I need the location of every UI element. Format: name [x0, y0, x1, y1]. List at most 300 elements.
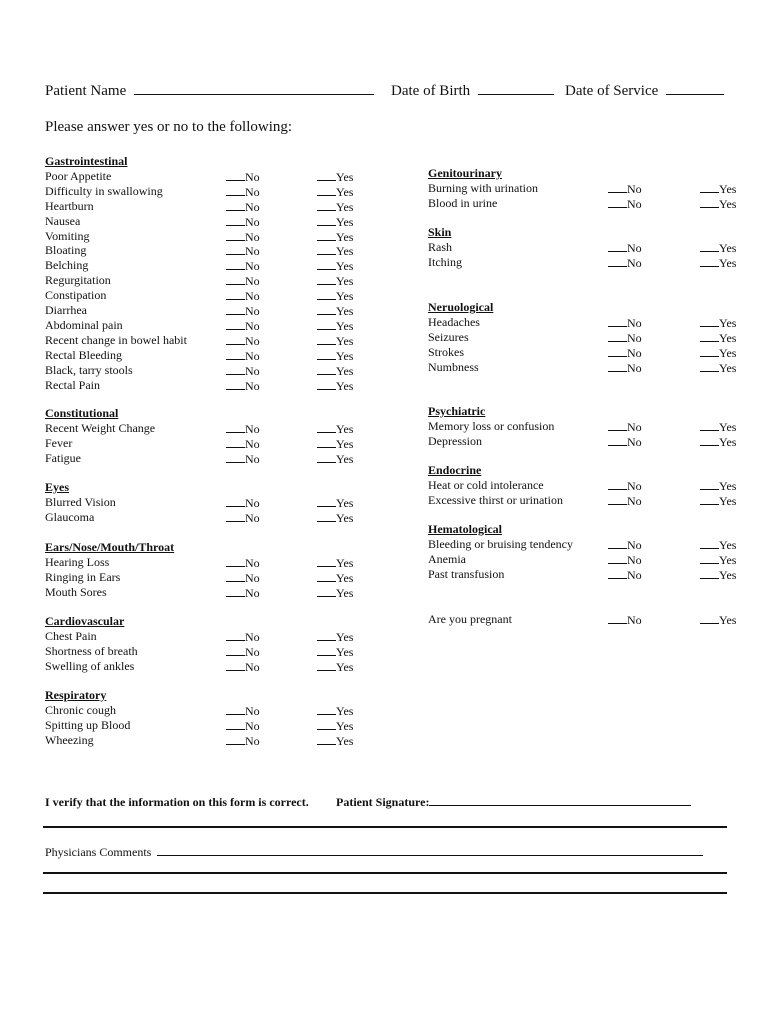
section-heading: Neruological: [428, 300, 494, 314]
no-option[interactable]: [226, 214, 260, 230]
no-blank[interactable]: [608, 255, 627, 267]
section-heading: Genitourinary: [428, 166, 502, 180]
yes-text: Yes: [336, 304, 354, 318]
no-text: No: [245, 318, 260, 333]
question-label: Blood in urine: [428, 195, 498, 210]
no-blank[interactable]: [608, 419, 627, 431]
no-text: No: [245, 214, 260, 229]
yes-blank[interactable]: [700, 345, 719, 357]
no-option[interactable]: [226, 555, 260, 571]
yes-blank[interactable]: [317, 421, 336, 433]
no-option[interactable]: [608, 419, 642, 435]
no-option[interactable]: [226, 288, 260, 304]
question-row: [428, 255, 750, 270]
yes-blank[interactable]: [317, 229, 336, 241]
yes-option[interactable]: [700, 493, 736, 509]
no-blank[interactable]: [226, 348, 245, 360]
no-option[interactable]: [226, 333, 260, 349]
no-text: No: [627, 567, 642, 582]
yes-text: Yes: [336, 555, 354, 570]
divider-rule: [43, 826, 727, 828]
question-label: Strokes: [428, 344, 464, 359]
no-text: No: [627, 478, 642, 493]
no-blank[interactable]: [608, 345, 627, 357]
no-blank[interactable]: [608, 434, 627, 446]
no-option[interactable]: [608, 196, 642, 212]
yes-blank[interactable]: [317, 585, 336, 597]
yes-blank[interactable]: [317, 629, 336, 641]
yes-text: Yes: [336, 585, 354, 600]
no-option[interactable]: [226, 436, 260, 452]
yes-blank[interactable]: [317, 273, 336, 285]
pregnant-row: [428, 612, 748, 627]
question-row: [428, 537, 750, 552]
no-option[interactable]: [608, 478, 642, 494]
no-option[interactable]: [226, 644, 260, 660]
no-text: No: [245, 510, 260, 525]
yes-text: Yes: [336, 184, 354, 199]
yes-blank[interactable]: [700, 181, 719, 193]
yes-blank[interactable]: [317, 363, 336, 375]
question-label: Rash: [428, 239, 452, 254]
question-label: Hearing Loss: [45, 554, 110, 569]
question-label: Glaucoma: [45, 509, 95, 524]
yes-blank[interactable]: [317, 378, 336, 390]
yes-blank[interactable]: [700, 537, 719, 549]
question-label: Abdominal pain: [45, 317, 123, 332]
yes-blank[interactable]: [317, 303, 336, 315]
yes-option[interactable]: [317, 333, 353, 349]
yes-option[interactable]: [317, 659, 353, 675]
no-option[interactable]: [226, 510, 260, 526]
yes-blank[interactable]: [317, 348, 336, 360]
no-blank[interactable]: [226, 169, 245, 181]
yes-text: Yes: [336, 214, 354, 229]
question-row: [45, 570, 367, 585]
yes-text: Yes: [719, 181, 737, 196]
question-row: [45, 288, 367, 303]
question-row: [45, 436, 367, 451]
yes-option[interactable]: [317, 243, 353, 259]
yes-blank[interactable]: [317, 659, 336, 671]
yes-blank[interactable]: [317, 288, 336, 300]
question-row: [45, 703, 367, 718]
yes-text: Yes: [719, 567, 737, 582]
no-option[interactable]: [608, 552, 642, 568]
question-label: Headaches: [428, 314, 480, 329]
no-text: No: [627, 345, 642, 360]
yes-text: Yes: [719, 552, 737, 567]
no-option[interactable]: [608, 330, 642, 346]
no-option[interactable]: [226, 421, 260, 437]
yes-blank[interactable]: [317, 510, 336, 522]
question-label: Seizures: [428, 329, 469, 344]
yes-blank[interactable]: [700, 419, 719, 431]
no-blank[interactable]: [226, 436, 245, 448]
yes-option[interactable]: [317, 184, 353, 200]
question-label: Burning with urination: [428, 180, 538, 195]
no-blank[interactable]: [226, 288, 245, 300]
question-row: [45, 229, 367, 244]
no-option[interactable]: [226, 243, 260, 259]
yes-option[interactable]: [317, 348, 353, 364]
yes-option[interactable]: [317, 644, 353, 660]
no-blank[interactable]: [226, 718, 245, 730]
yes-option[interactable]: [700, 255, 736, 271]
yes-option[interactable]: [317, 288, 353, 304]
no-text: No: [627, 434, 642, 449]
yes-text: Yes: [719, 345, 737, 360]
yes-text: Yes: [336, 718, 354, 733]
no-option[interactable]: [226, 451, 260, 467]
no-option[interactable]: [226, 495, 260, 511]
no-blank[interactable]: [226, 199, 245, 211]
yes-blank[interactable]: [700, 315, 719, 327]
no-text: No: [245, 348, 260, 363]
question-label: Itching: [428, 254, 462, 269]
yes-blank[interactable]: [700, 478, 719, 490]
pregnant-no-option[interactable]: No: [608, 612, 642, 628]
no-blank[interactable]: [226, 659, 245, 671]
no-option[interactable]: [226, 718, 260, 734]
yes-text: Yes: [719, 360, 737, 375]
yes-blank[interactable]: [700, 552, 719, 564]
yes-blank[interactable]: [317, 184, 336, 196]
no-text: No: [627, 552, 642, 567]
yes-blank[interactable]: [700, 567, 719, 579]
patient-name-line[interactable]: [134, 94, 374, 95]
no-blank[interactable]: [226, 703, 245, 715]
yes-blank[interactable]: [317, 333, 336, 345]
question-label: Anemia: [428, 551, 466, 566]
comment-rule-1[interactable]: [43, 872, 727, 874]
yes-blank[interactable]: [317, 495, 336, 507]
no-blank[interactable]: [226, 570, 245, 582]
yes-option[interactable]: [700, 345, 736, 361]
question-label: Nausea: [45, 213, 81, 228]
question-label: Bloating: [45, 243, 87, 258]
no-blank[interactable]: [608, 181, 627, 193]
no-blank[interactable]: [226, 303, 245, 315]
yes-option[interactable]: [317, 629, 353, 645]
yes-option[interactable]: [700, 567, 736, 583]
no-blank[interactable]: [226, 629, 245, 641]
yes-option[interactable]: [317, 421, 353, 437]
yes-blank[interactable]: [700, 196, 719, 208]
yes-option[interactable]: [700, 240, 736, 256]
no-blank[interactable]: [226, 555, 245, 567]
no-blank[interactable]: [608, 315, 627, 327]
no-option[interactable]: [608, 315, 642, 331]
yes-blank[interactable]: [317, 718, 336, 730]
no-blank[interactable]: [226, 273, 245, 285]
yes-text: Yes: [336, 703, 354, 718]
yes-option[interactable]: [700, 196, 736, 212]
no-blank[interactable]: [226, 495, 245, 507]
yes-option[interactable]: [317, 555, 353, 571]
no-option[interactable]: [226, 570, 260, 586]
yes-blank[interactable]: [317, 318, 336, 330]
yes-blank[interactable]: [317, 214, 336, 226]
yes-blank[interactable]: [317, 644, 336, 656]
yes-option[interactable]: [317, 570, 353, 586]
yes-option[interactable]: [700, 537, 736, 553]
yes-option[interactable]: [700, 315, 736, 331]
no-text: No: [245, 570, 260, 585]
no-option[interactable]: [226, 363, 260, 379]
yes-option[interactable]: [317, 451, 353, 467]
patient-name-label: Patient Name: [45, 83, 127, 99]
no-blank[interactable]: [608, 360, 627, 372]
yes-text: Yes: [719, 537, 737, 552]
no-text: No: [245, 495, 260, 510]
section-heading: Constitutional: [45, 406, 119, 420]
question-row: [45, 495, 367, 510]
yes-option[interactable]: [700, 360, 736, 376]
yes-option[interactable]: [317, 495, 353, 511]
no-blank[interactable]: [226, 243, 245, 255]
yes-text: Yes: [336, 333, 354, 348]
yes-blank[interactable]: [317, 169, 336, 181]
question-label: Chest Pain: [45, 628, 97, 643]
no-option[interactable]: [226, 585, 260, 601]
no-text: No: [245, 436, 260, 451]
date-of-birth-field[interactable]: [391, 83, 554, 100]
date-of-service-field[interactable]: [565, 83, 724, 100]
yes-option[interactable]: [317, 718, 353, 734]
yes-text: Yes: [336, 363, 354, 378]
no-option[interactable]: [226, 378, 260, 394]
no-option[interactable]: [226, 229, 260, 245]
no-blank[interactable]: [226, 214, 245, 226]
yes-option[interactable]: [317, 363, 353, 379]
yes-text: Yes: [336, 644, 354, 659]
question-label: Recent change in bowel habit: [45, 332, 187, 347]
question-row: [428, 419, 750, 434]
no-blank[interactable]: [226, 733, 245, 745]
no-text: No: [245, 378, 260, 393]
yes-option[interactable]: [700, 181, 736, 197]
yes-option[interactable]: [317, 229, 353, 245]
question-label: Bleeding or bruising tendency: [428, 536, 573, 551]
yes-option[interactable]: [317, 703, 353, 719]
no-option[interactable]: [226, 318, 260, 334]
question-label: Spitting up Blood: [45, 717, 131, 732]
yes-text: Yes: [719, 196, 737, 211]
no-text: No: [627, 419, 642, 434]
yes-blank[interactable]: [317, 199, 336, 211]
pregnant-yes-option[interactable]: Yes: [700, 612, 736, 628]
no-option[interactable]: [226, 184, 260, 200]
yes-option[interactable]: [317, 510, 353, 526]
question-label: Ringing in Ears: [45, 569, 121, 584]
no-blank[interactable]: [608, 330, 627, 342]
signature-label: Patient Signature: [336, 795, 426, 809]
no-option[interactable]: [226, 199, 260, 215]
yes-text: Yes: [719, 240, 737, 255]
question-row: [428, 567, 750, 582]
no-option[interactable]: [226, 169, 260, 185]
no-blank[interactable]: [608, 567, 627, 579]
question-label: Rectal Pain: [45, 377, 100, 392]
yes-text: Yes: [336, 451, 354, 466]
no-blank[interactable]: [226, 184, 245, 196]
no-option[interactable]: [608, 255, 642, 271]
no-text: No: [245, 718, 260, 733]
yes-option[interactable]: [317, 258, 353, 274]
section-heading: Endocrine: [428, 463, 482, 477]
no-blank[interactable]: [226, 644, 245, 656]
yes-blank[interactable]: [317, 258, 336, 270]
question-row: [45, 214, 367, 229]
yes-blank[interactable]: [317, 243, 336, 255]
question-row: [45, 169, 367, 184]
comment-rule-2[interactable]: [43, 892, 727, 894]
no-text: No: [627, 493, 642, 508]
section-heading: Gastrointestinal: [45, 154, 128, 168]
yes-option[interactable]: [700, 434, 736, 450]
yes-text: Yes: [719, 255, 737, 270]
no-blank[interactable]: [608, 552, 627, 564]
no-blank[interactable]: [608, 478, 627, 490]
question-label: Memory loss or confusion: [428, 418, 555, 433]
no-option[interactable]: [608, 181, 642, 197]
date-of-birth-line[interactable]: [478, 94, 554, 95]
no-option[interactable]: [608, 360, 642, 376]
no-text: No: [245, 289, 260, 304]
yes-option[interactable]: [700, 419, 736, 435]
no-option[interactable]: [608, 493, 642, 509]
no-text: No: [245, 585, 260, 600]
question-row: [45, 451, 367, 466]
yes-option[interactable]: [317, 318, 353, 334]
question-label: Swelling of ankles: [45, 658, 135, 673]
no-option[interactable]: [608, 537, 642, 553]
yes-blank[interactable]: [317, 733, 336, 745]
yes-option[interactable]: [317, 585, 353, 601]
yes-text: Yes: [336, 274, 354, 289]
yes-option[interactable]: [317, 169, 353, 185]
no-option[interactable]: [608, 240, 642, 256]
no-option[interactable]: [226, 258, 260, 274]
yes-blank[interactable]: [317, 436, 336, 448]
question-row: [428, 240, 750, 255]
no-text: No: [245, 555, 260, 570]
question-row: [45, 421, 367, 436]
yes-blank[interactable]: [700, 434, 719, 446]
no-option[interactable]: [226, 303, 260, 319]
no-blank[interactable]: [226, 333, 245, 345]
yes-option[interactable]: [317, 378, 353, 394]
yes-blank[interactable]: [317, 451, 336, 463]
no-text: No: [627, 315, 642, 330]
question-row: [45, 659, 367, 674]
yes-blank[interactable]: [317, 555, 336, 567]
yes-blank[interactable]: [700, 360, 719, 372]
yes-option[interactable]: [317, 273, 353, 289]
yes-option[interactable]: [317, 436, 353, 452]
yes-text: Yes: [336, 629, 354, 644]
yes-text: Yes: [336, 510, 354, 525]
question-row: [45, 644, 367, 659]
no-option[interactable]: [608, 567, 642, 583]
no-option[interactable]: [226, 629, 260, 645]
yes-blank[interactable]: [317, 703, 336, 715]
no-text: No: [245, 421, 260, 436]
no-blank[interactable]: [608, 537, 627, 549]
yes-option[interactable]: [700, 552, 736, 568]
yes-option[interactable]: [700, 330, 736, 346]
yes-option[interactable]: [317, 733, 353, 749]
question-label: Heartburn: [45, 198, 94, 213]
no-option[interactable]: [226, 703, 260, 719]
yes-blank[interactable]: [700, 240, 719, 252]
no-text: No: [245, 333, 260, 348]
yes-blank[interactable]: [317, 570, 336, 582]
signature-line[interactable]: [429, 805, 691, 806]
yes-blank[interactable]: [700, 330, 719, 342]
no-blank[interactable]: [226, 363, 245, 375]
yes-option[interactable]: [317, 303, 353, 319]
yes-blank[interactable]: [700, 493, 719, 505]
physician-comments-field[interactable]: [45, 845, 703, 860]
no-option[interactable]: [608, 434, 642, 450]
yes-option[interactable]: [317, 199, 353, 215]
no-option[interactable]: [226, 348, 260, 364]
no-text: No: [245, 659, 260, 674]
signature-field[interactable]: Patient Signature:: [336, 795, 691, 810]
question-label: Shortness of breath: [45, 643, 138, 658]
no-text: No: [245, 703, 260, 718]
yes-option[interactable]: [317, 214, 353, 230]
no-option[interactable]: [226, 659, 260, 675]
question-row: [45, 303, 367, 318]
no-blank[interactable]: [226, 510, 245, 522]
no-blank[interactable]: [608, 240, 627, 252]
question-row: [45, 273, 367, 288]
no-blank[interactable]: [226, 421, 245, 433]
no-text: No: [245, 199, 260, 214]
no-option[interactable]: [226, 733, 260, 749]
yes-option[interactable]: [700, 478, 736, 494]
no-text: No: [245, 733, 260, 748]
no-blank[interactable]: [608, 196, 627, 208]
no-blank[interactable]: [608, 493, 627, 505]
question-label: Wheezing: [45, 732, 94, 747]
no-blank[interactable]: [226, 258, 245, 270]
no-option[interactable]: [226, 273, 260, 289]
no-blank[interactable]: [226, 318, 245, 330]
no-blank[interactable]: [226, 378, 245, 390]
no-text: No: [627, 330, 642, 345]
patient-name-field[interactable]: [45, 83, 374, 100]
no-blank[interactable]: [226, 229, 245, 241]
question-row: [428, 360, 750, 375]
question-label: Heat or cold intolerance: [428, 477, 544, 492]
no-blank[interactable]: [226, 585, 245, 597]
section-heading: Hematological: [428, 522, 502, 536]
no-blank[interactable]: [226, 451, 245, 463]
no-option[interactable]: [608, 345, 642, 361]
physician-comments-line[interactable]: [157, 855, 703, 856]
physician-comments-label: Physicians Comments: [45, 845, 152, 859]
date-of-service-line[interactable]: [666, 94, 724, 95]
question-row: [428, 493, 750, 508]
question-label: Fatigue: [45, 450, 81, 465]
yes-blank[interactable]: [700, 255, 719, 267]
no-text: No: [245, 184, 260, 199]
question-label: Regurgitation: [45, 273, 111, 288]
